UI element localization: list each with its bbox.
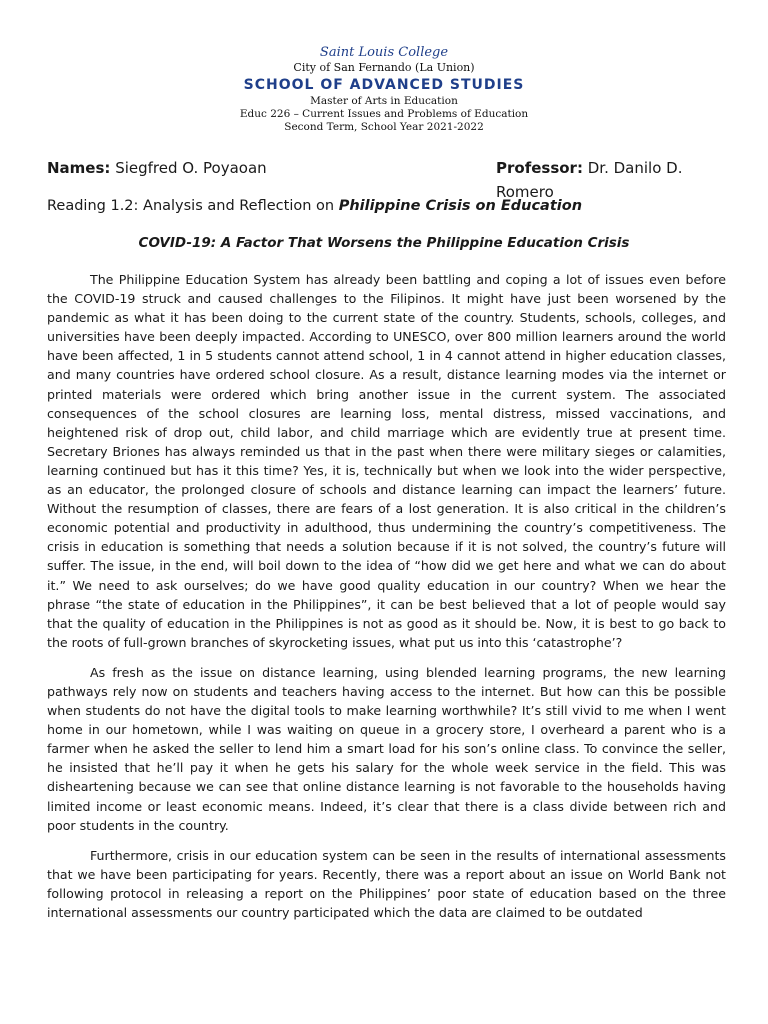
paragraph-1: The Philippine Education System has already been battling and coping a lot of issues even before the COVID-19 struck and caused challenges to the Filipinos. It might have just been worsened by the pandemic as what it has been doing to the current state of the country. Students, schools, colleges, and universities have been deeply impacted. According to UNESCO, over 800 million learners around the world have been affected, 1 in 5 students cannot attend school, 1 in 4 cannot attend in higher education classes, and many countries have ordered school closure. As a result, distance learning modes via the internet or printed materials were ordered which bring another issue in the current system. The associated consequences of the school closures are learning loss, mental distress, missed vaccinations, and heightened risk of drop out, child labor, and child marriage which are evidently true at present time. Secretary Briones has always reminded us that in the past when there were military sieges or calamities, learning continued but has it this time? Yes, it is, technically but when we look into the wider perspective, as an educator, the prolonged closure of schools and distance learning can impact the learners’ future. Without the resumption of classes, there are fears of a lost generation. It is also critical in the children’s economic potential and productivity in adulthood, thus undermining the country’s competitiveness. The crisis in education is something that needs a solution because if it is not solved, the country’s future will suffer. The issue, in the end, will boil down to the idea of “how did we get here and what we can do about it.” We need to ask ourselves; do we have good quality education in our country? When we hear the phrase “the state of education in the Philippines”, it can be best believed that a lot of people would say that the quality of education in the Philippines is not as good as it should be. Now, it is best to go back to the roots of full-grown branches of skyrocketing issues, what put us into this ‘catastrophe’? — [47, 272, 726, 650]
reading-heading — [47, 194, 582, 218]
professor-label: Professor — [496, 159, 577, 177]
names-field — [47, 156, 267, 180]
college-city: City of San Fernando (La Union) — [293, 61, 475, 74]
names-label: Names — [47, 159, 105, 177]
names-value: Siegfred O. Poyaoan — [115, 159, 267, 177]
body-text — [47, 270, 726, 933]
reading-topic: Philippine Crisis on Education — [338, 198, 583, 214]
course-name: Educ 226 – Current Issues and Problems of Education — [239, 108, 529, 120]
paragraph-3: Furthermore, crisis in our education system can be seen in the results of international assessments that we have been participating for years. Recently, there was a report about an issue on World Bank not following protocol in releasing a report on the Philippines’ poor state of education based on the three international assessments our country participated which the data are claimed to be outdated — [47, 847, 726, 920]
professor-value: Dr. Danilo D. Romero — [496, 159, 683, 201]
names-colon: : — [104, 159, 111, 177]
professor-colon: : — [576, 159, 583, 177]
document-title: COVID-19: A Factor That Worsens the Philippine Education Crisis — [138, 235, 630, 251]
meta-row — [47, 156, 727, 201]
school-name: SCHOOL OF ADVANCED STUDIES — [243, 77, 525, 93]
paragraph-2: As fresh as the issue on distance learning, using blended learning programs, the new learning pathways rely now on students and teachers having access to the internet. But how can this be possible when students do not have the digital tools to make learning worthwhile? It’s still vivid to me when I went home in our hometown, while I was waiting on queue in a grocery store, I overheard a parent who is a farmer when he asked the seller to lend him a smart load for his son’s online class. To convince the seller, he insisted that he’ll pay it when he gets his salary for the whole week service in the field. This was disheartening because we can see that online distance learning is not favorable to the households having limited income or least economic means. Indeed, it’s clear that there is a class divide between rich and poor students in the country. — [47, 664, 726, 833]
letterhead — [0, 44, 768, 134]
program-name: Master of Arts in Education — [310, 95, 458, 107]
reading-prefix: Reading 1.2: Analysis and Reflection on — [47, 198, 339, 214]
term-line: Second Term, School Year 2021-2022 — [284, 121, 484, 133]
college-name: Saint Louis College — [319, 45, 449, 60]
